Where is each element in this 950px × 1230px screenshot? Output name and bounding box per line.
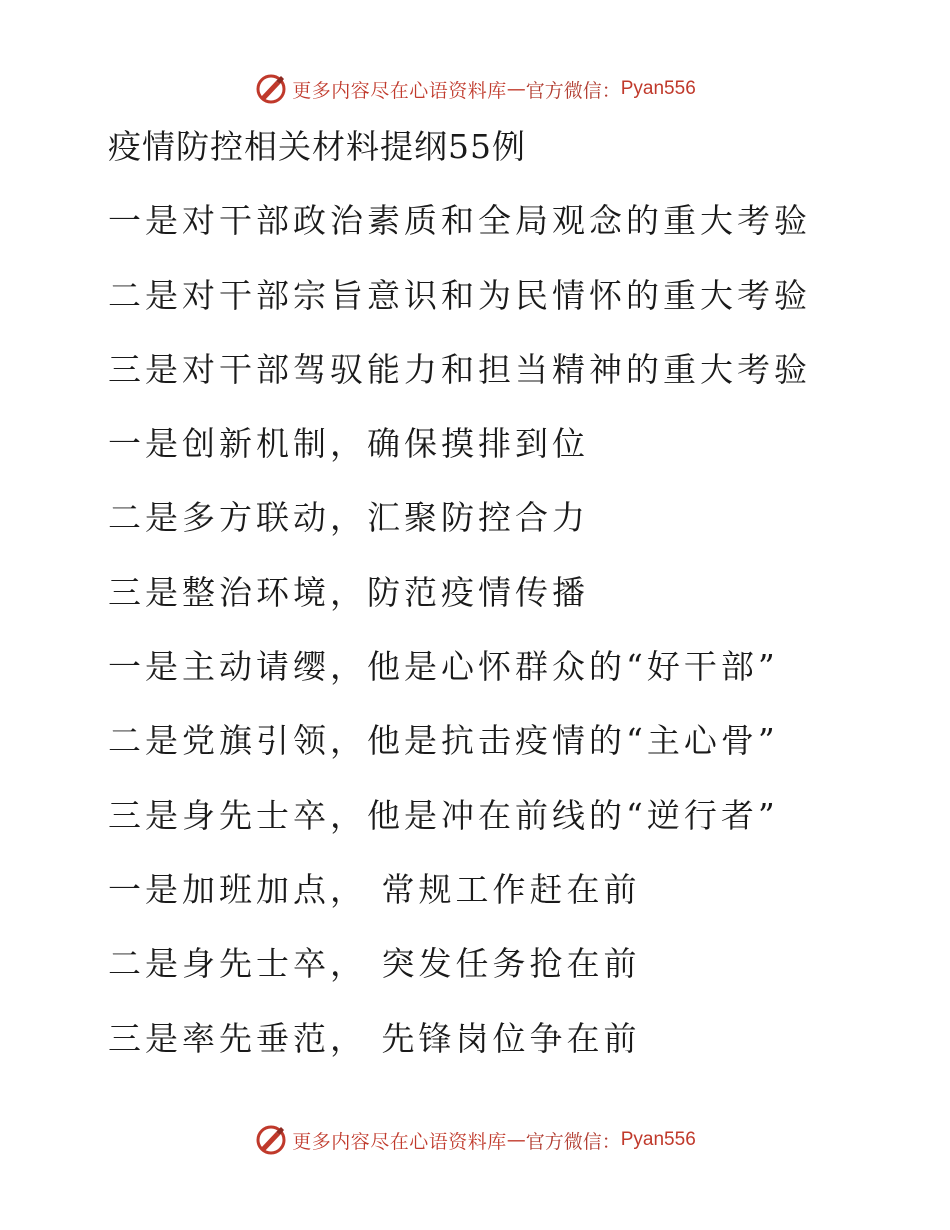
outline-line: 二是党旗引领，他是抗击疫情的“主心骨” [108,721,779,761]
header-watermark [0,72,950,106]
outline-line: 一是主动请缨，他是心怀群众的“好干部” [108,647,779,687]
brush-logo-icon [254,72,288,106]
watermark-brand-text: 更多内容尽在心语资料库 [292,1130,507,1153]
outline-line: 三是整治环境，防范疫情传播 [108,572,589,612]
document-title: 疫情防控相关材料提纲55例 [108,127,526,166]
watermark-handle: Pyan556 [620,1129,696,1150]
outline-line: 三是率先垂范， 先锋岗位争在前 [108,1018,641,1058]
document-body [108,122,928,1064]
brush-logo-icon [254,1123,288,1157]
outline-line: 一是加班加点， 常规工作赶在前 [108,869,641,909]
watermark-separator: — [506,1129,526,1151]
watermark-separator: — [506,78,526,100]
watermark-label: 官方微信： [525,79,621,102]
outline-line: 一是对干部政治素质和全局观念的重大考验 [108,201,811,241]
watermark-handle: Pyan556 [620,78,696,99]
watermark-label: 官方微信： [525,1130,621,1153]
outline-line: 三是身先士卒，他是冲在前线的“逆行者” [108,795,779,835]
outline-line: 三是对干部驾驭能力和担当精神的重大考验 [108,349,811,389]
outline-line: 一是创新机制，确保摸排到位 [108,424,589,464]
outline-line: 二是身先士卒， 突发任务抢在前 [108,944,641,984]
footer-watermark [0,1123,950,1157]
outline-line: 二是多方联动，汇聚防控合力 [108,498,589,538]
outline-line: 二是对干部宗旨意识和为民情怀的重大考验 [108,275,811,315]
watermark-brand-text: 更多内容尽在心语资料库 [292,79,507,102]
